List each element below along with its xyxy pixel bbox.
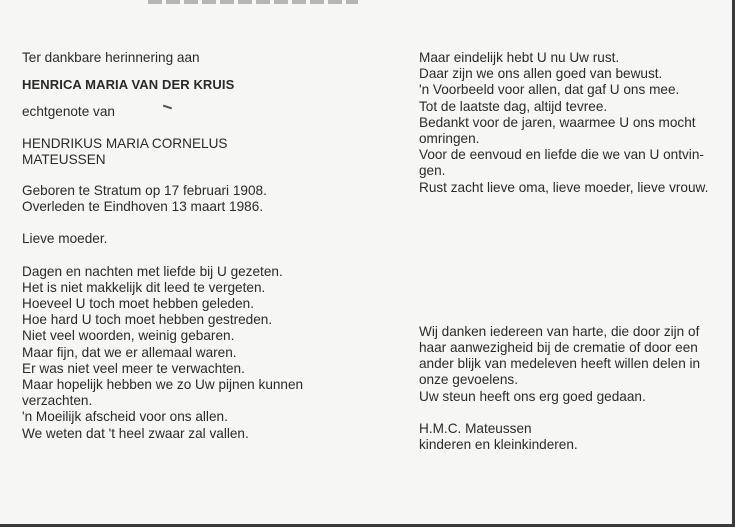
poem-line: Er was niet veel meer te verwachten.	[22, 360, 245, 376]
thanks-line: onze gevoelens.	[419, 372, 519, 388]
thanks-line: haar aanwezigheid bij de crematie of door een	[419, 340, 698, 356]
thanks-paragraph	[419, 324, 729, 405]
intro-line: Ter dankbare herinnering aan	[22, 50, 200, 65]
poem-line: Hoe hard U toch moet hebben gestreden.	[22, 312, 273, 328]
poem-line: Maar eindelijk hebt U nu Uw rust.	[419, 50, 620, 65]
thanks-line: Uw steun heeft ons erg goed gedaan.	[419, 388, 646, 404]
poem-line: gen.	[419, 163, 446, 179]
poem-line: verzachten.	[22, 393, 93, 409]
poem-line: 'n Moeilijk afscheid voor ons allen.	[22, 409, 228, 425]
right-poem	[419, 50, 729, 196]
poem-line: Niet veel woorden, weinig gebaren.	[22, 328, 235, 344]
spouse-intro: echtgenote van	[22, 104, 115, 120]
spouse-name-line1: HENDRIKUS MARIA CORNELUS	[22, 135, 228, 151]
poem-line: 'n Voorbeeld voor allen, dat gaf U ons mee.	[419, 82, 680, 98]
birth-line: Geboren te Stratum op 17 februari 1908.	[22, 183, 267, 199]
deceased-name: HENRICA MARIA VAN DER KRUIS	[22, 77, 235, 93]
poem-line: Dagen en nachten met liefde bij U gezeten.	[22, 263, 283, 279]
left-poem	[22, 264, 352, 442]
poem-line: Voor de eenvoud en liefde die we van U ontvin-	[419, 147, 704, 163]
thanks-line: Wij danken iedereen van harte, die door zijn of	[419, 323, 700, 339]
poem-line: Rust zacht lieve oma, lieve moeder, lieve vrouw.	[419, 179, 709, 195]
death-line: Overleden te Eindhoven 13 maart 1986.	[22, 199, 264, 215]
poem-line: Maar fijn, dat we er allemaal waren.	[22, 344, 237, 360]
signature-family: kinderen en kleinkinderen.	[419, 437, 578, 453]
poem-line: Bedankt voor de jaren, waarmee U ons mocht	[419, 114, 696, 130]
poem-line: Tot de laatste dag, altijd tevree.	[419, 98, 608, 114]
poem-line: Maar hopelijk hebben we zo Uw pijnen kunnen	[22, 377, 304, 393]
top-edge-print-mark	[148, 0, 358, 4]
poem-line: Hoeveel U toch moet hebben geleden.	[22, 296, 255, 312]
poem-line: omringen.	[419, 131, 480, 147]
left-column	[22, 50, 352, 442]
poem-line: Daar zijn we ons allen goed van bewust.	[419, 66, 663, 82]
spouse-name-line2: MATEUSSEN	[22, 151, 106, 167]
poem-line: Het is niet makkelijk dit leed te vergeten.	[22, 279, 266, 295]
salutation: Lieve moeder.	[22, 231, 108, 247]
signature-name: H.M.C. Mateussen	[419, 420, 532, 436]
thanks-line: ander blijk van medeleven heeft willen delen in	[419, 356, 701, 372]
right-column	[419, 50, 729, 453]
poem-line: We weten dat 't heel zwaar zal vallen.	[22, 425, 249, 441]
